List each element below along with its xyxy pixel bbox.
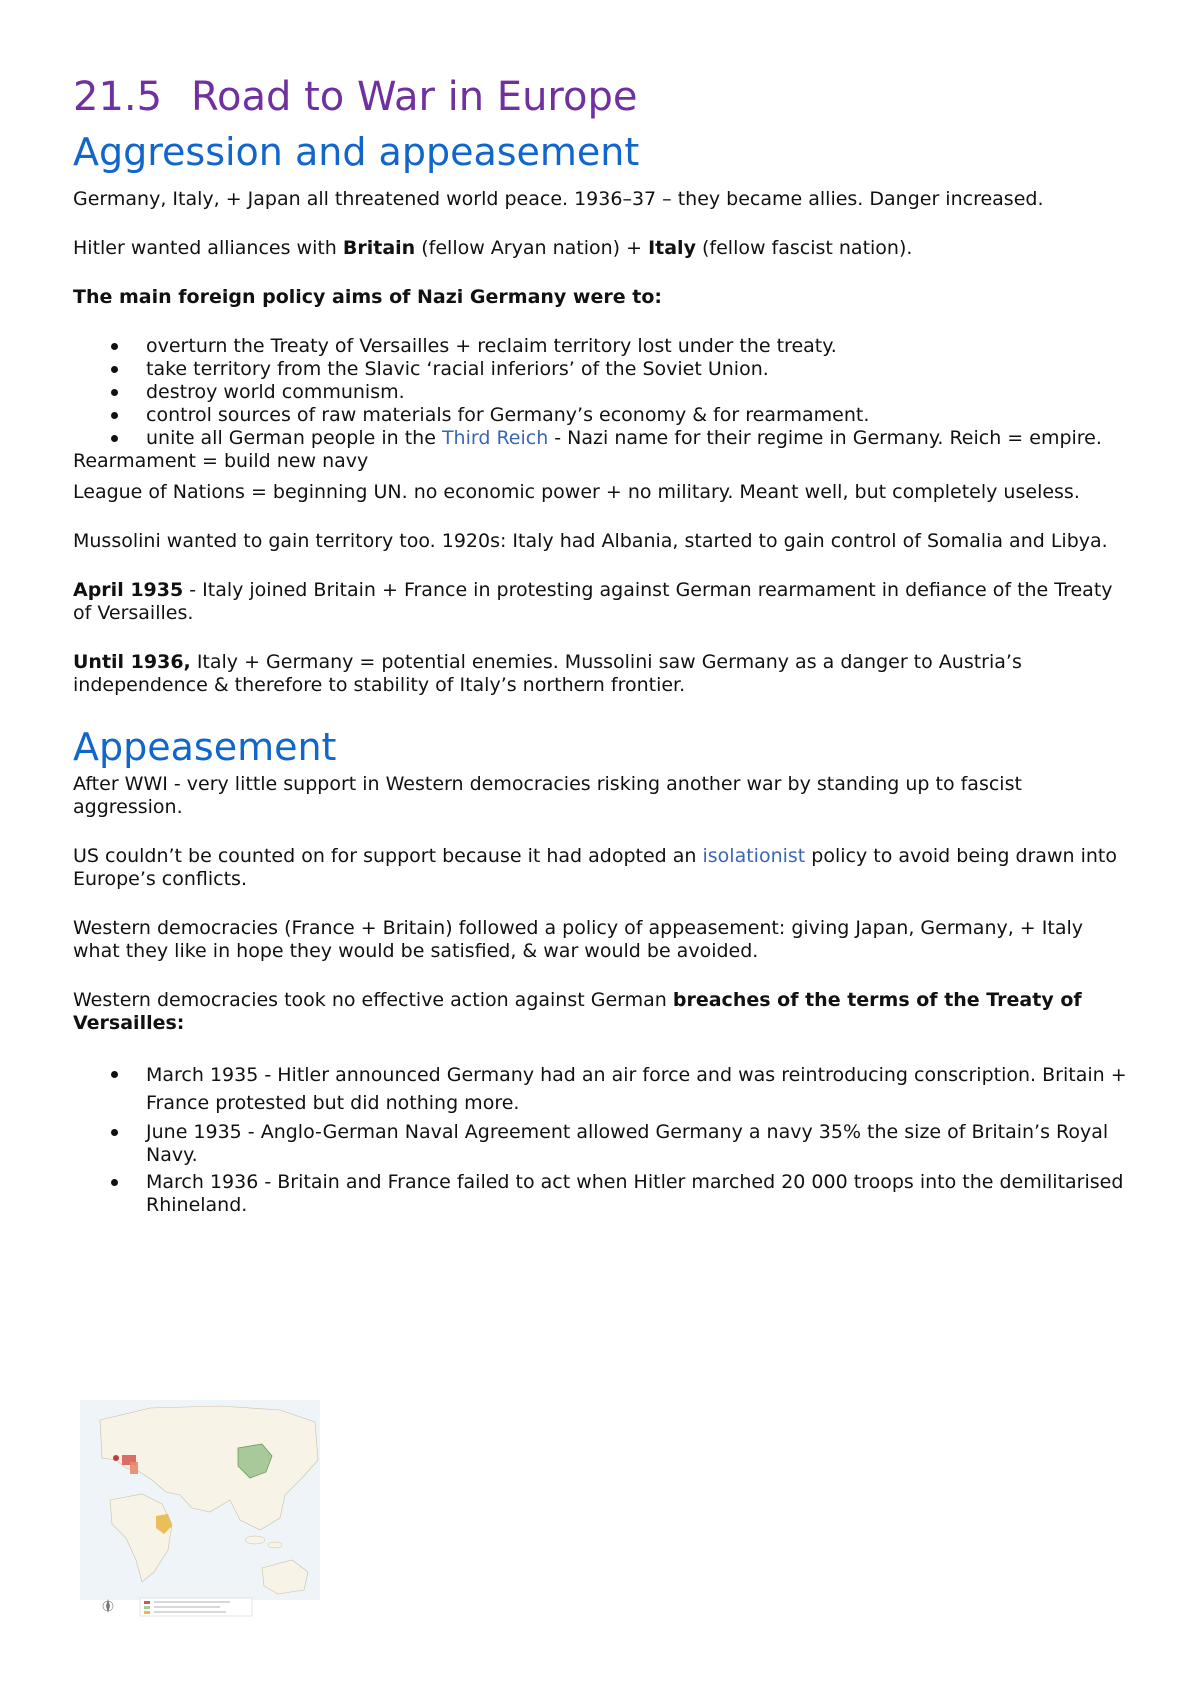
third-reich-link[interactable]: Third Reich	[441, 427, 549, 449]
text-fragment: (fellow fascist nation).	[695, 237, 913, 259]
chapter-title-text: Road to War in Europe	[191, 74, 638, 120]
paragraph-us-isolation	[73, 845, 1133, 891]
list-item	[73, 427, 1133, 450]
paragraph-april-1935	[73, 579, 1133, 625]
aims-heading	[73, 286, 1133, 309]
paragraph-appeasement-policy: Western democracies (France + Britain) followed a policy of appeasement: giving Japan, Germany, + Italy what they like in hope they would be satisfied, & war would be avoided.	[73, 917, 1083, 962]
text-fragment: Hitler wanted alliances with	[73, 237, 343, 259]
paragraph-threats: Germany, Italy, + Japan all threatened world peace. 1936–37 – they became allies. Danger increased.	[73, 188, 1044, 210]
text-fragment: (fellow Aryan nation) +	[415, 237, 649, 259]
paragraph-mussolini: Mussolini wanted to gain territory too. 1920s: Italy had Albania, started to gain control of Somalia and Libya.	[73, 530, 1108, 552]
paragraph-rearmament: Rearmament = build new navy	[73, 450, 369, 472]
text-fragment: Italy + Germany = potential enemies. Mussolini saw Germany as a danger to Austria’s independence & therefore to stability of Italy’s northern frontier.	[73, 651, 1022, 696]
document-content	[73, 70, 1133, 1221]
breaches-list	[73, 1061, 1133, 1217]
aims-heading-text: The main foreign policy aims of Nazi Germany were to:	[73, 286, 662, 308]
paragraph-until-1936	[73, 651, 1133, 697]
chapter-title	[73, 70, 1133, 124]
text-fragment: policy to avoid being drawn into Europe’s conflicts.	[73, 845, 1117, 890]
bold-britain: Britain	[342, 237, 416, 259]
text-fragment: Western democracies took no effective action against German	[73, 989, 673, 1011]
aims-list	[73, 335, 1133, 450]
paragraph-league: League of Nations = beginning UN. no economic power + no military. Meant well, but completely useless.	[73, 481, 1080, 503]
paragraph-alliances	[73, 237, 1133, 260]
list-item: March 1935 - Hitler announced Germany had an air force and was reintroducing conscription. Britain + France protested but did nothing more.	[73, 1061, 1133, 1117]
list-item: control sources of raw materials for Germany’s economy & for rearmament.	[73, 404, 1133, 427]
section-heading-aggression: Aggression and appeasement	[73, 130, 640, 174]
bold-breaches: breaches of the terms of the Treaty of Versailles:	[73, 989, 1082, 1034]
list-item: March 1936 - Britain and France failed to act when Hitler marched 20 000 troops into the demilitarised Rhineland.	[73, 1171, 1133, 1217]
bold-date: Until 1936,	[73, 651, 191, 673]
bold-italy: Italy	[648, 237, 696, 259]
text-fragment: - Italy joined Britain + France in protesting against German rearmament in defiance of the Treaty of Versailles.	[73, 579, 1113, 624]
text-fragment: - Nazi name for their regime in Germany. Reich = empire.	[548, 427, 1102, 449]
list-item: June 1935 - Anglo-German Naval Agreement allowed Germany a navy 35% the size of Britain’s Royal Navy.	[73, 1121, 1133, 1167]
section-heading-appeasement: Appeasement	[73, 725, 337, 769]
text-fragment: US couldn’t be counted on for support because it had adopted an	[73, 845, 703, 867]
list-item: overturn the Treaty of Versailles + reclaim territory lost under the treaty.	[73, 335, 1133, 358]
chapter-number: 21.5	[73, 74, 163, 120]
text-fragment: unite all German people in the	[146, 427, 442, 449]
bold-date: April 1935	[73, 579, 184, 601]
list-item: take territory from the Slavic ‘racial inferiors’ of the Soviet Union.	[73, 358, 1133, 381]
isolationist-link[interactable]: isolationist	[702, 845, 806, 867]
list-item: destroy world communism.	[73, 381, 1133, 404]
paragraph-breaches-intro	[73, 989, 1133, 1035]
world-map-image	[80, 1400, 320, 1622]
paragraph-after-wwi: After WWI - very little support in Western democracies risking another war by standing up to fascist aggression.	[73, 773, 1022, 818]
